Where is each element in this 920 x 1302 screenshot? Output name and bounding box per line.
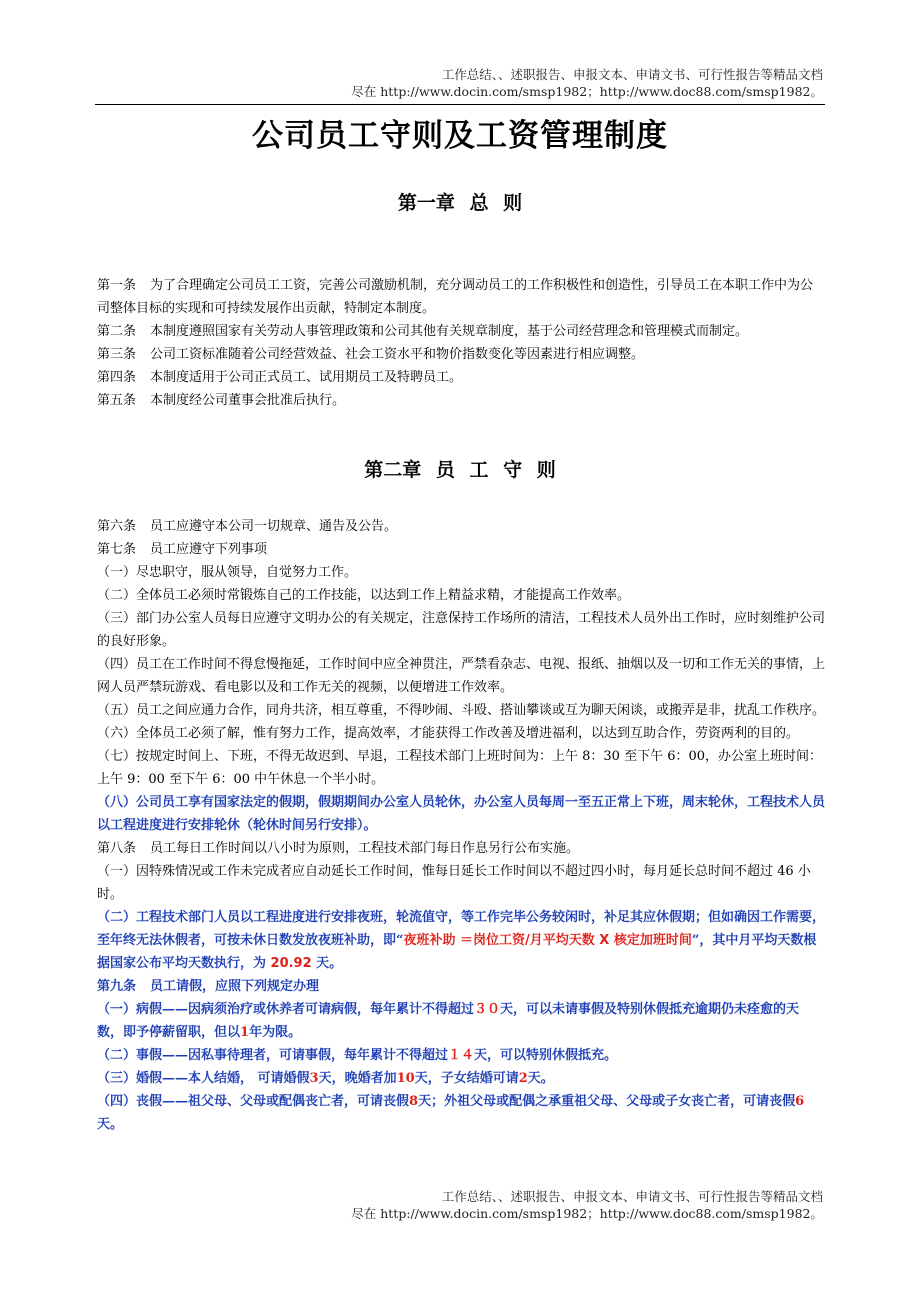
header-divider bbox=[95, 104, 825, 105]
page-footer bbox=[351, 1188, 823, 1222]
leave-sick: （一）病假——因病须治疗或休养者可请病假，每年累计不得超过３０天，可以未请事假及特别休假抵充逾期仍未痊愈的天数，即予停薪留职，但以1年为限。 bbox=[97, 1002, 800, 1040]
leave-marriage: （三）婚假——本人结婚， 可请婚假3天，晚婚者加10天，子女结婚可请2天。 bbox=[97, 1071, 554, 1086]
article-7-item-3: （三）部门办公室人员每日应遵守文明办公的有关规定，注意保持工作场所的清洁，工程技术人员外出工作时，应时刻维护公司的良好形象。 bbox=[97, 611, 826, 649]
article-7-item-4: （四）员工在工作时间不得怠慢拖延，工作时间中应全神贯注，严禁看杂志、电视、报纸、抽烟以及一切和工作无关的事情，上网人员严禁玩游戏、看电影以及和工作无关的视频，以便增进工作效率。 bbox=[97, 657, 826, 695]
chapter1-body bbox=[97, 274, 825, 412]
header-line-2: 尽在 http://www.docin.com/smsp1982；http://www.doc88.com/smsp1982。 bbox=[351, 84, 823, 99]
article-8-item-1: （一）因特殊情况或工作未完成者应自动延长工作时间，惟每日延长工作时间以不超过四小时，每月延长总时间不超过 46 小时。 bbox=[97, 864, 811, 902]
article-7-item-1: （一）尽忠职守，服从领导，自觉努力工作。 bbox=[97, 565, 358, 580]
article-4: 第四条 本制度适用于公司正式员工、试用期员工及特聘员工。 bbox=[97, 370, 463, 385]
article-7-item-5: （五）员工之间应通力合作，同舟共济，相互尊重，不得吵闹、斗殴、搭讪攀谈或互为聊天闲谈，或搬弄是非，扰乱工作秩序。 bbox=[97, 703, 826, 718]
chapter2-heading: 第二章 员 工 守 则 bbox=[364, 459, 556, 481]
night-shift-formula: 夜班补助 ＝岗位工资/月平均天数 X 核定加班时间 bbox=[403, 933, 692, 948]
article-8-item-2: （二）工程技术部门人员以工程进度进行安排夜班，轮流值守，等工作完毕公务较闲时，补足其应休假期；但如确因工作需要，至年终无法休假者，可按未休日数发放夜班补助，即“夜班补助 ＝岗位工资/月平均天数 X 核定加班时间”，其中月平均天数根据国家公布平均天数执行，为 20.92 天。 bbox=[97, 910, 826, 971]
article-6: 第六条 员工应遵守本公司一切规章、通告及公告。 bbox=[97, 519, 398, 534]
leave-personal: （二）事假——因私事待理者，可请事假，每年累计不得超过１４天，可以特别休假抵充。 bbox=[97, 1048, 618, 1063]
article-8: 第八条 员工每日工作时间以八小时为原则，工程技术部门每日作息另行公布实施。 bbox=[97, 841, 580, 856]
article-3: 第三条 公司工资标准随着公司经营效益、社会工资水平和物价指数变化等因素进行相应调整。 bbox=[97, 347, 645, 362]
article-7-item-8: （八）公司员工享有国家法定的假期，假期期间办公室人员轮休，办公室人员每周一至五正常上下班，周末轮休，工程技术人员以工程进度进行安排轮休（轮休时间另行安排）。 bbox=[97, 795, 826, 833]
article-7-item-2: （二）全体员工必须时常锻炼自己的工作技能，以达到工作上精益求精，才能提高工作效率。 bbox=[97, 588, 631, 603]
document-title: 公司员工守则及工资管理制度 bbox=[252, 118, 668, 154]
header-line-1: 工作总结、、述职报告、申报文本、申请文书、可行性报告等精品文档 bbox=[441, 67, 823, 82]
leave-bereavement: （四）丧假——祖父母、父母或配偶丧亡者，可请丧假8天；外祖父母或配偶之承重祖父母、父母或子女丧亡者，可请丧假6天。 bbox=[97, 1094, 805, 1132]
article-7-item-6: （六）全体员工必须了解，惟有努力工作，提高效率，才能获得工作改善及增进福利，以达到互助合作，劳资两利的目的。 bbox=[97, 726, 800, 741]
monthly-average-days: 20.92 bbox=[270, 956, 312, 971]
article-9: 第九条 员工请假，应照下列规定办理 bbox=[97, 979, 320, 994]
footer-line-2: 尽在 http://www.docin.com/smsp1982；http://www.doc88.com/smsp1982。 bbox=[351, 1206, 823, 1221]
page-header bbox=[351, 66, 823, 100]
chapter2-body bbox=[97, 515, 825, 1136]
article-2: 第二条 本制度遵照国家有关劳动人事管理政策和公司其他有关规章制度，基于公司经营理念和管理模式而制定。 bbox=[97, 324, 749, 339]
article-7: 第七条 员工应遵守下列事项 bbox=[97, 542, 268, 557]
footer-line-1: 工作总结、、述职报告、申报文本、申请文书、可行性报告等精品文档 bbox=[441, 1189, 823, 1204]
article-7-item-7: （七）按规定时间上、下班，不得无故迟到、早退，工程技术部门上班时间为：上午 8：30 至下午 6：00，办公室上班时间：上午 9：00 至下午 6：00 中午休息一个半小时。 bbox=[97, 749, 823, 787]
chapter1-heading: 第一章 总 则 bbox=[397, 192, 523, 214]
article-5: 第五条 本制度经公司董事会批准后执行。 bbox=[97, 393, 346, 408]
article-1: 第一条 为了合理确定公司员工工资，完善公司激励机制，充分调动员工的工作积极性和创造性，引导员工在本职工作中为公司整体目标的实现和可持续发展作出贡献，特制定本制度。 bbox=[97, 278, 814, 316]
